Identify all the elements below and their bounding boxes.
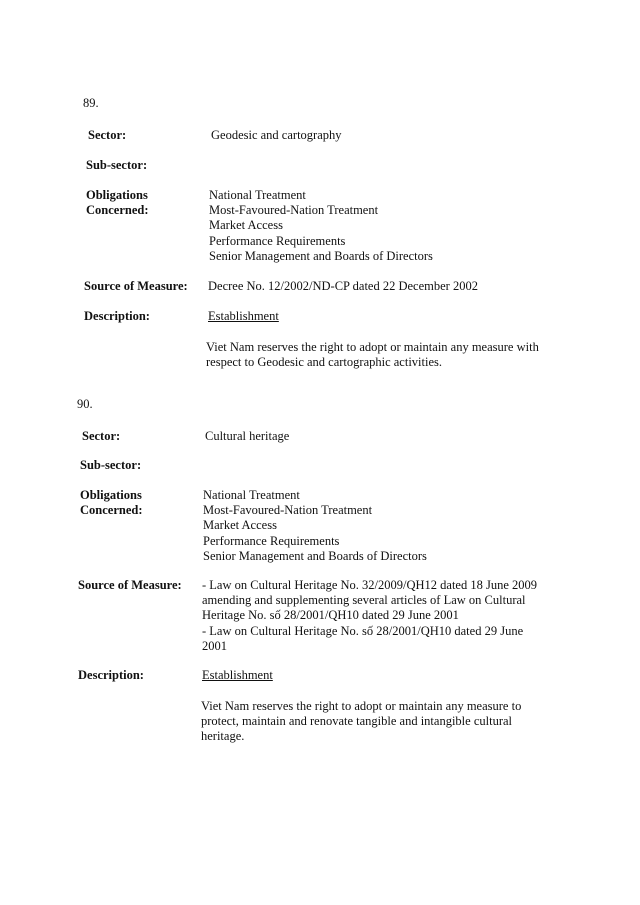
description-text: [206, 340, 570, 370]
sector-value: [205, 429, 289, 444]
description-text: [201, 699, 569, 745]
description-heading: Establishment: [202, 668, 273, 682]
description-line: Viet Nam reserves the right to adopt or maintain any measure to: [201, 699, 522, 713]
obligation-item: Senior Management and Boards of Directors: [209, 248, 433, 263]
description-line: heritage.: [201, 729, 245, 744]
description-label: Description:: [84, 309, 150, 323]
obligation-item: Performance Requirements: [203, 533, 340, 548]
source-label: Source of Measure:: [84, 279, 188, 293]
source-line: 2001: [202, 638, 227, 653]
sector-value: [211, 128, 342, 143]
sector-label: Sector:: [88, 128, 127, 142]
entry-number: 90.: [77, 397, 93, 411]
obligations-label-line: Concerned:: [86, 203, 149, 218]
description-line: respect to Geodesic and cartographic activities.: [206, 355, 443, 370]
description-heading: Establishment: [208, 309, 279, 323]
obligation-item: Most-Favoured-Nation Treatment: [203, 503, 373, 518]
obligations-label-line: Obligations: [86, 188, 148, 202]
source-line: - Law on Cultural Heritage No. số 28/2001/QH10 dated 29 June: [202, 623, 524, 638]
obligation-item: Most-Favoured-Nation Treatment: [209, 203, 379, 218]
obligation-item: Market Access: [209, 218, 283, 233]
obligations-label: [80, 488, 143, 518]
sector-text: Cultural heritage: [205, 429, 290, 443]
obligation-item: National Treatment: [203, 488, 300, 502]
obligation-item: Performance Requirements: [209, 233, 346, 248]
source-line: - Law on Cultural Heritage No. 32/2009/QH12 dated 18 June 2009: [202, 578, 538, 592]
description-value: [202, 668, 273, 683]
sector-text: Geodesic and cartography: [211, 128, 342, 142]
description-value: [208, 309, 279, 324]
obligations-list: [203, 488, 427, 564]
source-value: [208, 279, 478, 294]
source-label: Source of Measure:: [78, 578, 182, 592]
description-line: protect, maintain and renovate tangible and intangible cultural: [201, 714, 512, 729]
obligation-item: National Treatment: [209, 188, 306, 202]
source-line: amending and supplementing several articles of Law on Cultural: [202, 593, 526, 608]
source-value: [202, 578, 570, 654]
obligations-label-line: Concerned:: [80, 503, 143, 518]
obligation-item: Senior Management and Boards of Directors: [203, 548, 427, 563]
source-line: Heritage No. số 28/2001/QH10 dated 29 June 2001: [202, 608, 459, 623]
obligations-label-line: Obligations: [80, 488, 142, 502]
description-line: Viet Nam reserves the right to adopt or maintain any measure with: [206, 340, 539, 354]
source-line: Decree No. 12/2002/ND-CP dated 22 December 2002: [208, 279, 478, 293]
entry-number: 89.: [83, 96, 99, 110]
description-label: Description:: [78, 668, 144, 682]
obligations-label: [86, 188, 149, 218]
subsector-label: Sub-sector:: [86, 158, 148, 172]
obligations-list: [209, 188, 433, 264]
obligation-item: Market Access: [203, 518, 277, 533]
sector-label: Sector:: [82, 429, 121, 443]
subsector-label: Sub-sector:: [80, 458, 142, 472]
